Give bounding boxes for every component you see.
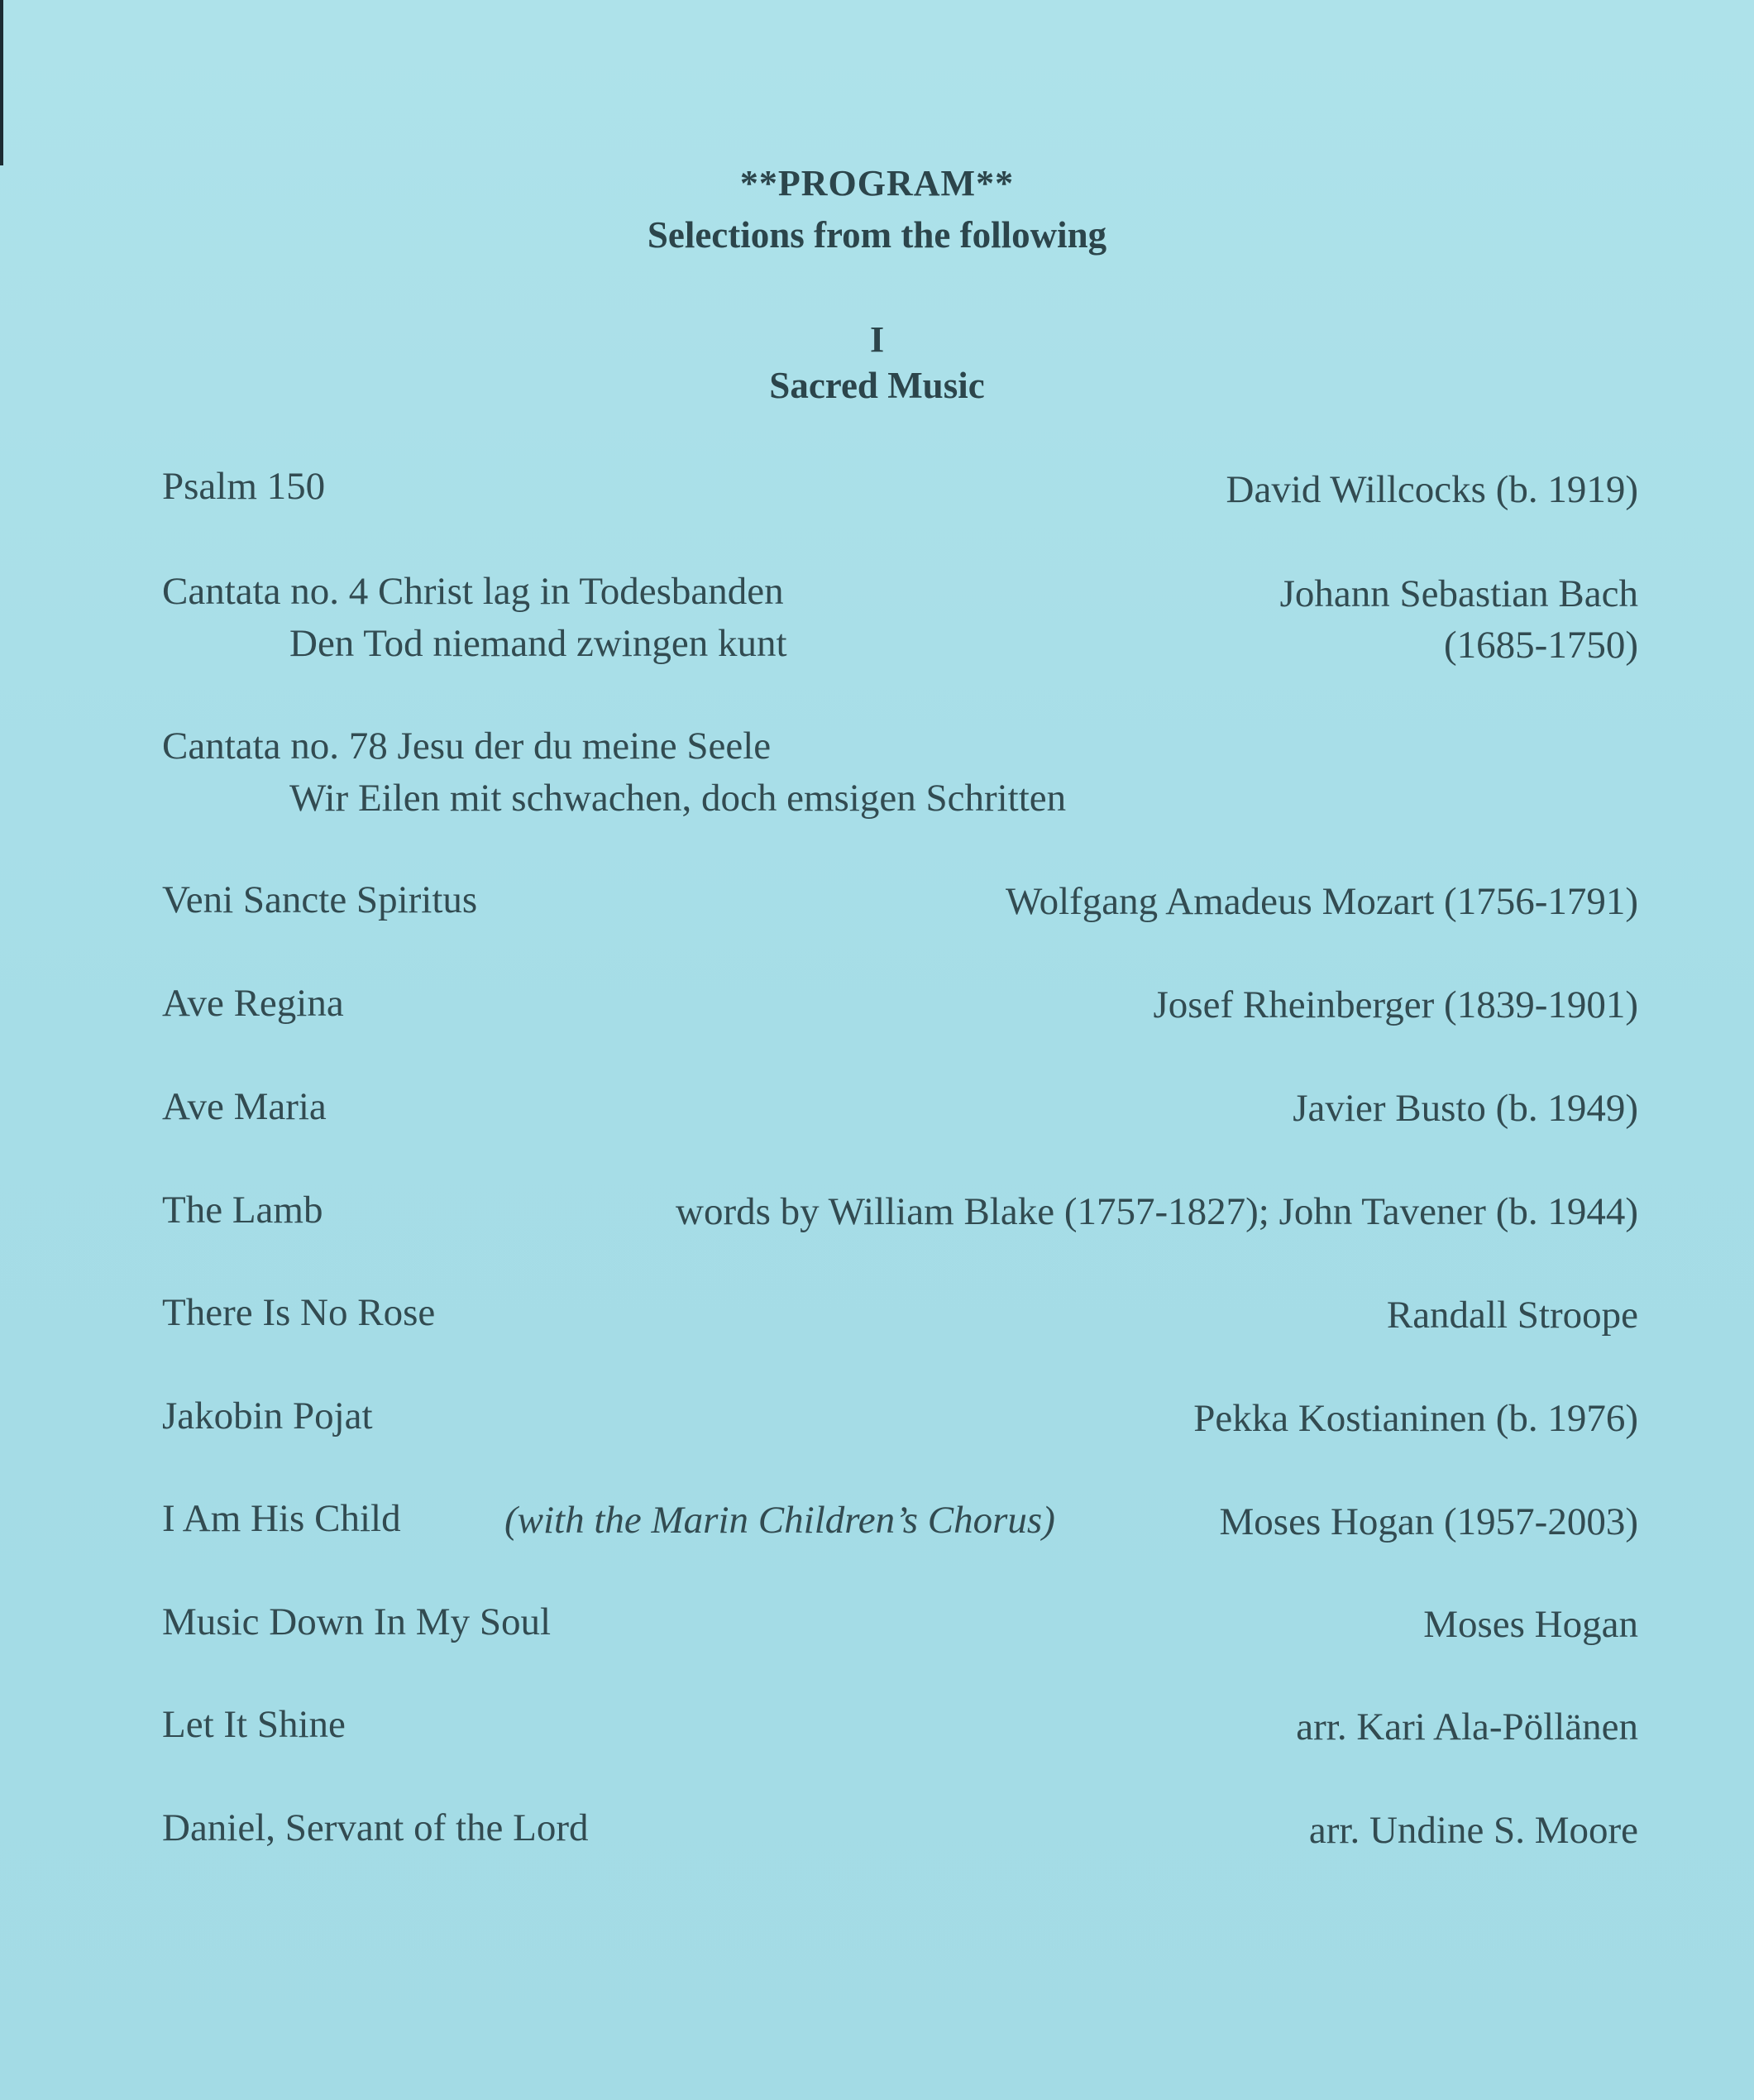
piece-title: Cantata no. 78 Jesu der du meine Seele [162,725,772,768]
piece-title: Let It Shine [162,1703,346,1746]
piece-title: The Lamb [162,1189,323,1232]
piece-composer: Moses Hogan (1957-2003) [1219,1500,1638,1543]
piece-composer: Javier Busto (b. 1949) [1293,1087,1638,1130]
piece-composer: David Willcocks (b. 1919) [1226,468,1638,511]
piece-composer: Wolfgang Amadeus Mozart (1756-1791) [1005,880,1638,923]
piece-composer: Pekka Kostianinen (b. 1976) [1193,1397,1638,1440]
piece-composer: Randall Stroope [1386,1294,1638,1337]
piece-subtitle: Wir Eilen mit schwachen, doch emsigen Schritten [289,777,1067,820]
section-numeral: I [869,319,885,360]
piece-title: Veni Sancte Spiritus [162,878,478,921]
page-edge-shadow [0,0,3,165]
piece-title: I Am His Child [162,1497,401,1540]
selections-subheading: Selections from the following [647,214,1107,256]
piece-title: There Is No Rose [162,1291,436,1334]
piece-composer: arr. Undine S. Moore [1308,1809,1638,1852]
piece-composer: words by William Blake (1757-1827); John Tavener (b. 1944) [676,1190,1638,1233]
piece-performance-note: (with the Marin Children’s Chorus) [504,1499,1055,1542]
piece-subtitle: Den Tod niemand zwingen kunt [289,622,787,665]
piece-composer: Josef Rheinberger (1839-1901) [1153,983,1638,1026]
piece-title: Cantata no. 4 Christ lag in Todesbanden [162,570,784,613]
piece-title: Ave Maria [162,1085,327,1128]
section-title: Sacred Music [769,365,985,406]
piece-title: Music Down In My Soul [162,1600,552,1643]
piece-title: Ave Regina [162,982,344,1025]
piece-title: Daniel, Servant of the Lord [162,1806,589,1849]
piece-title: Psalm 150 [162,465,326,508]
piece-composer: Johann Sebastian Bach [1279,572,1638,615]
program-heading: **PROGRAM** [739,163,1015,203]
piece-title: Jakobin Pojat [162,1394,373,1437]
piece-composer-dates: (1685-1750) [1444,624,1638,667]
piece-composer: Moses Hogan [1423,1603,1638,1646]
piece-composer: arr. Kari Ala-Pöllänen [1296,1705,1638,1748]
